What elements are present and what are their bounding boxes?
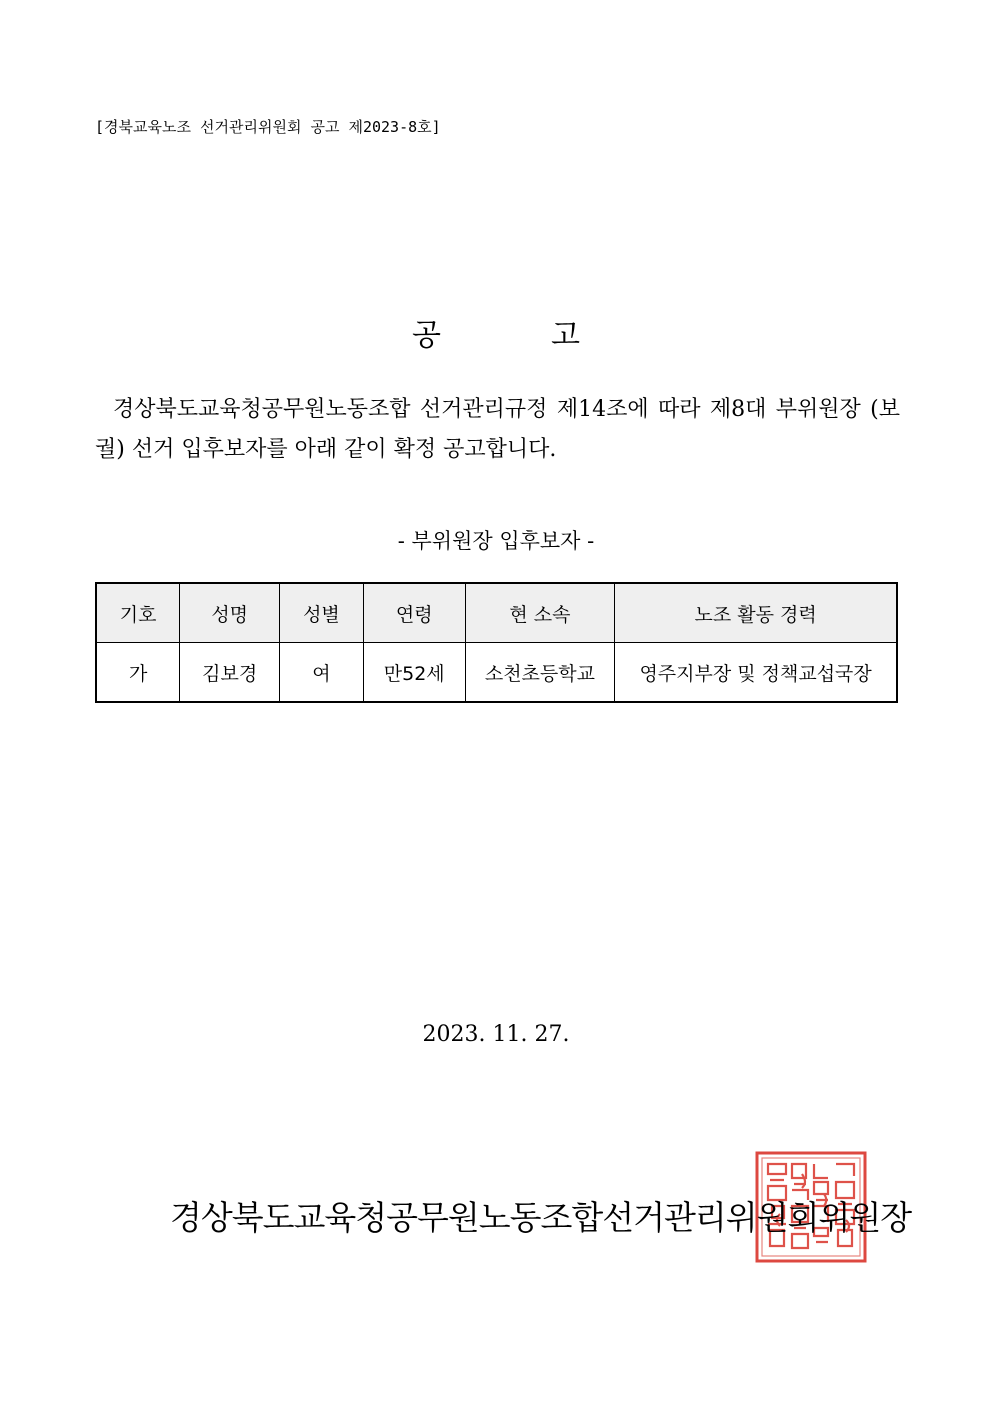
signer-title: 경상북도교육청공무원노동조합선거관리위원회위원장 [170,1198,912,1237]
header-number: 기호 [96,583,180,643]
cell-name: 김보경 [180,643,280,703]
header-age: 연령 [363,583,465,643]
cell-age: 만52세 [363,643,465,703]
cell-gender: 여 [280,643,364,703]
notice-date: 2023. 11. 27. [422,1022,570,1047]
header-name: 성명 [180,583,280,643]
page-title [0,310,992,354]
cell-career: 영주지부장 및 정책교섭국장 [615,643,897,703]
notice-body: 경상북도교육청공무원노동조합 선거관리규정 제14조에 따라 제8대 부위원장 (보궐) 선거 입후보자를 아래 같이 확정 공고합니다. [95,397,900,462]
header-career: 노조 활동 경력 [615,583,897,643]
notice-reference: [경북교육노조 선거관리위원회 공고 제2023-8호] [95,118,441,136]
candidates-subtitle: - 부위원장 입후보자 - [397,529,595,553]
table-row [96,643,897,703]
candidates-table [95,582,898,703]
title-part-2: 고 [551,318,580,353]
cell-number: 가 [96,643,180,703]
cell-affiliation: 소천초등학교 [465,643,615,703]
header-affiliation: 현 소속 [465,583,615,643]
header-gender: 성별 [280,583,364,643]
title-part-1: 공 [412,318,441,353]
table-header-row [96,583,897,643]
